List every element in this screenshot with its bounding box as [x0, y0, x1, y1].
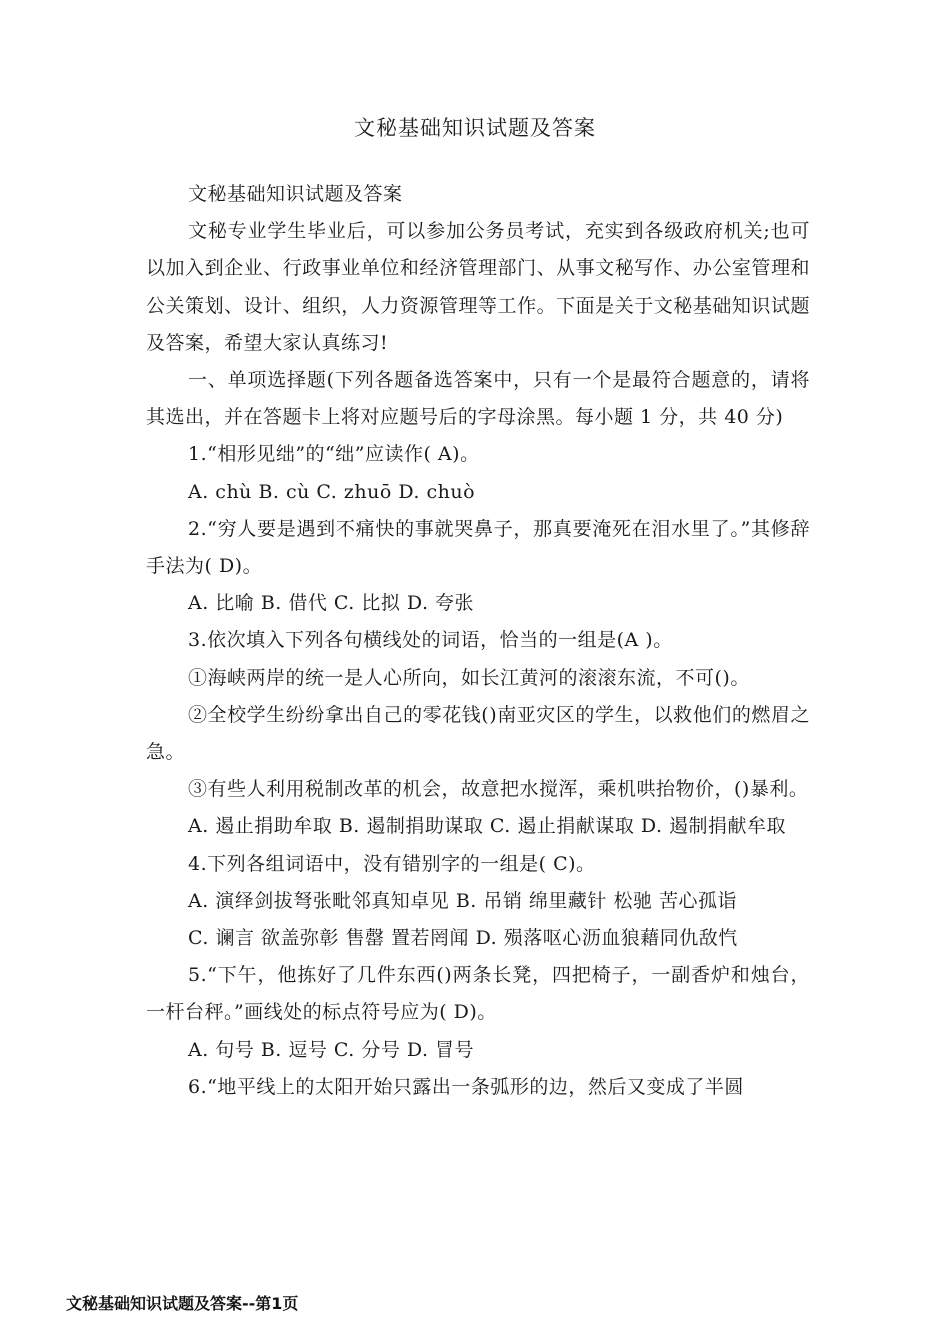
question-1: 1.“相形见绌”的“绌”应读作( A)。: [188, 443, 480, 466]
question-3-sentence-1: ①海峡两岸的统一是人心所向，如长江黄河的滚滚东流，不可()。: [188, 666, 750, 689]
page-footer: 文秘基础知识试题及答案--第1页: [66, 1294, 299, 1313]
question-2: 2.“穷人要是遇到不痛快的事就哭鼻子，那真要淹死在泪水里了。”其修辞手法为( D)。: [146, 517, 810, 578]
question-3: 3.依次填入下列各句横线处的词语，恰当的一组是(A )。: [188, 629, 673, 652]
question-4-options-cd: C. 谰言 欲盖弥彰 售罄 置若罔闻 D. 殒落呕心沥血狼藉同仇敌忾: [188, 927, 738, 950]
paragraph-intro: 文秘专业学生毕业后，可以参加公务员考试，充实到各级政府机关;也可以加入到企业、行政事业单位和经济管理部门、从事文秘写作、办公室管理和公关策划、设计、组织，人力资源管理等工作。下面是关于文秘基础知识试题及答案，希望大家认真练习!: [146, 220, 810, 354]
page-title: 文秘基础知识试题及答案: [354, 116, 596, 140]
question-3-options: A. 遏止捐助牟取 B. 遏制捐助谋取 C. 遏止捐献谋取 D. 遏制捐献牟取: [188, 815, 787, 838]
question-5-options: A. 句号 B. 逗号 C. 分号 D. 冒号: [188, 1038, 475, 1061]
question-4-options-ab: A. 演绎剑拔弩张毗邻真知卓见 B. 吊销 绵里藏针 松驰 苦心孤诣: [188, 889, 738, 912]
question-1-options: A. chù B. cù C. zhuō D. chuò: [188, 480, 476, 503]
section-heading: 一、单项选择题(下列各题备选答案中，只有一个是最符合题意的，请将其选出，并在答题卡上将对应题号后的字母涂黑。每小题 1 分，共 40 分): [146, 369, 810, 429]
question-2-options: A. 比喻 B. 借代 C. 比拟 D. 夸张: [188, 592, 475, 615]
question-3-sentence-3: ③有些人利用税制改革的机会，故意把水搅浑，乘机哄抬物价，()暴利。: [188, 778, 809, 801]
paragraph-subtitle: 文秘基础知识试题及答案: [188, 183, 403, 205]
question-3-sentence-2: ②全校学生纷纷拿出自己的零花钱()南亚灾区的学生，以救他们的燃眉之急。: [146, 703, 810, 764]
question-6: 6.“地平线上的太阳开始只露出一条弧形的边，然后又变成了半圆: [188, 1075, 744, 1098]
question-4: 4.下列各组词语中，没有错别字的一组是( C)。: [188, 852, 596, 875]
document-body: [146, 176, 810, 1106]
question-5: 5.“下午，他拣好了几件东西()两条长凳，四把椅子，一副香炉和烛台，一杆台秤。”画线处的标点符号应为( D)。: [146, 964, 810, 1024]
